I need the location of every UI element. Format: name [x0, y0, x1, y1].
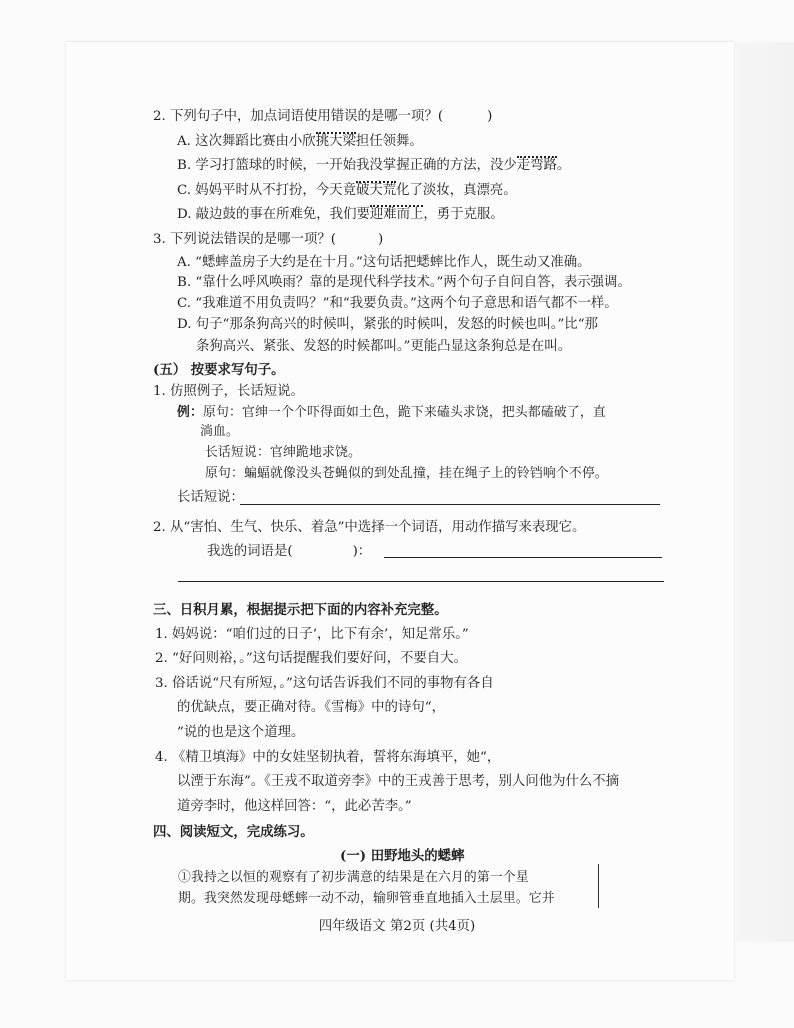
q3-stem: 3. 下列说法错误的是哪一项？( ): [153, 232, 384, 247]
page-shadow-edge: [734, 42, 794, 942]
sec3-item4-line2: 以湮于东海”。《王戎不取道旁李》中的王戎善于思考，别人问他为什么不摘: [177, 774, 620, 789]
sec5-example-short: 长话短说：官绅跪地求饶。: [205, 445, 361, 460]
passage-title: (一) 田野地头的蟋蟀: [340, 848, 465, 864]
q2-option-d: D. 敲边鼓的事在所难免，我们要迎难而上，勇于克服。: [177, 207, 504, 222]
sec5-choose-line1[interactable]: [384, 557, 662, 558]
sec3-item4-line1: 4. 《精卫填海》中的女娃坚韧执着，誓将东海填平，她“，: [155, 750, 501, 765]
q2-d-dotted-word: 迎难而上: [369, 207, 424, 222]
q3-option-b: B. “靠什么呼风唤雨？靠的是现代科学技术。”两个句子自问自答，表示强调。: [177, 275, 631, 290]
page-footer: 四年级语文 第2页 (共4页): [318, 919, 476, 934]
sec3-title: 三、日积月累，根据提示把下面的内容补充完整。: [153, 602, 448, 618]
sec5-choose-line2[interactable]: [178, 581, 664, 582]
sec3-item3-line1: 3. 俗话说“尺有所短，。”这句话告诉我们不同的事物有各自: [155, 676, 494, 691]
sec5-title: (五） 按要求写句子。: [153, 362, 285, 378]
sec5-example-orig2: 原句：蝙蝠就像没头苍蝇似的到处乱撞，挂在绳子上的铃铛响个不停。: [205, 466, 608, 481]
q3-option-c: C. “我难道不用负责吗？”和“我要负责。”这两个句子意思和语气都不一样。: [177, 296, 618, 311]
q2-b-dotted-word: 走弯路: [516, 158, 557, 173]
passage-line2: 期。我突然发现母蟋蟀一动不动，输卵管垂直地插入土层里。它并: [178, 891, 555, 906]
q3-option-d-line2: 条狗高兴、紧张、发怒的时候都叫。”更能凸显这条狗总是在叫。: [196, 339, 572, 354]
q3-option-d-line1: D. 句子“那条狗高兴的时候叫，紧张的时候叫，发怒的时候也叫。”比“那: [177, 317, 598, 332]
sec3-item3-line3: ”说的也是这个道理。: [177, 725, 305, 740]
sec5-answer-label: 长话短说：: [177, 490, 244, 505]
q2-c-dotted-word: 破天荒: [355, 183, 397, 198]
sec4-title: 四、阅读短文，完成练习。: [153, 824, 314, 840]
q2-option-a: A. 这次舞蹈比赛由小欣挑大梁担任领舞。: [177, 134, 423, 149]
q2-option-b: B. 学习打篮球的时候，一开始我没掌握正确的方法，没少走弯路。: [177, 158, 571, 173]
sec5-choose: 我选的词语是( )：: [207, 544, 372, 559]
q2-a-dotted-word: 挑大梁: [315, 134, 356, 149]
q2-stem: 2. 下列句子中，加点词语使用错误的是哪一项？( ): [153, 109, 493, 124]
sec3-item2: 2. “好问则裕，。”这句话提醒我们要好问，不要自大。: [155, 651, 467, 666]
sec5-answer-line[interactable]: [240, 504, 660, 505]
sec5-example-line1: 例：原句：官绅一个个吓得面如土色，跪下来磕头求饶，把头都磕破了，直: [177, 405, 606, 420]
sec5-q2: 2. 从“害怕、生气、快乐、着急”中选择一个词语，用动作描写来表现它。: [153, 520, 586, 535]
sec5-example-line2: 淌血。: [200, 424, 239, 439]
passage-right-border: [598, 864, 599, 908]
q2-option-c: C. 妈妈平时从不打扮，今天竟破天荒化了淡妆，真漂亮。: [177, 183, 517, 198]
sec5-q1: 1. 仿照例子，长话短说。: [153, 384, 304, 399]
sec3-item4-line3: 道旁李时，他这样回答：“，此必苦李。”: [177, 799, 412, 814]
sec3-item3-line2: 的优缺点，要正确对待。《雪梅》中的诗句“，: [177, 700, 445, 715]
passage-line1: ①我持之以恒的观察有了初步满意的结果是在六月的第一个星: [178, 870, 529, 885]
q3-option-a: A. “蟋蟀盖房子大约是在十月。”这句话把蟋蟀比作人，既生动又准确。: [177, 255, 591, 270]
sec3-item1: 1. 妈妈说：“咱们过的日子‘，比下有余’，知足常乐。”: [155, 627, 469, 642]
